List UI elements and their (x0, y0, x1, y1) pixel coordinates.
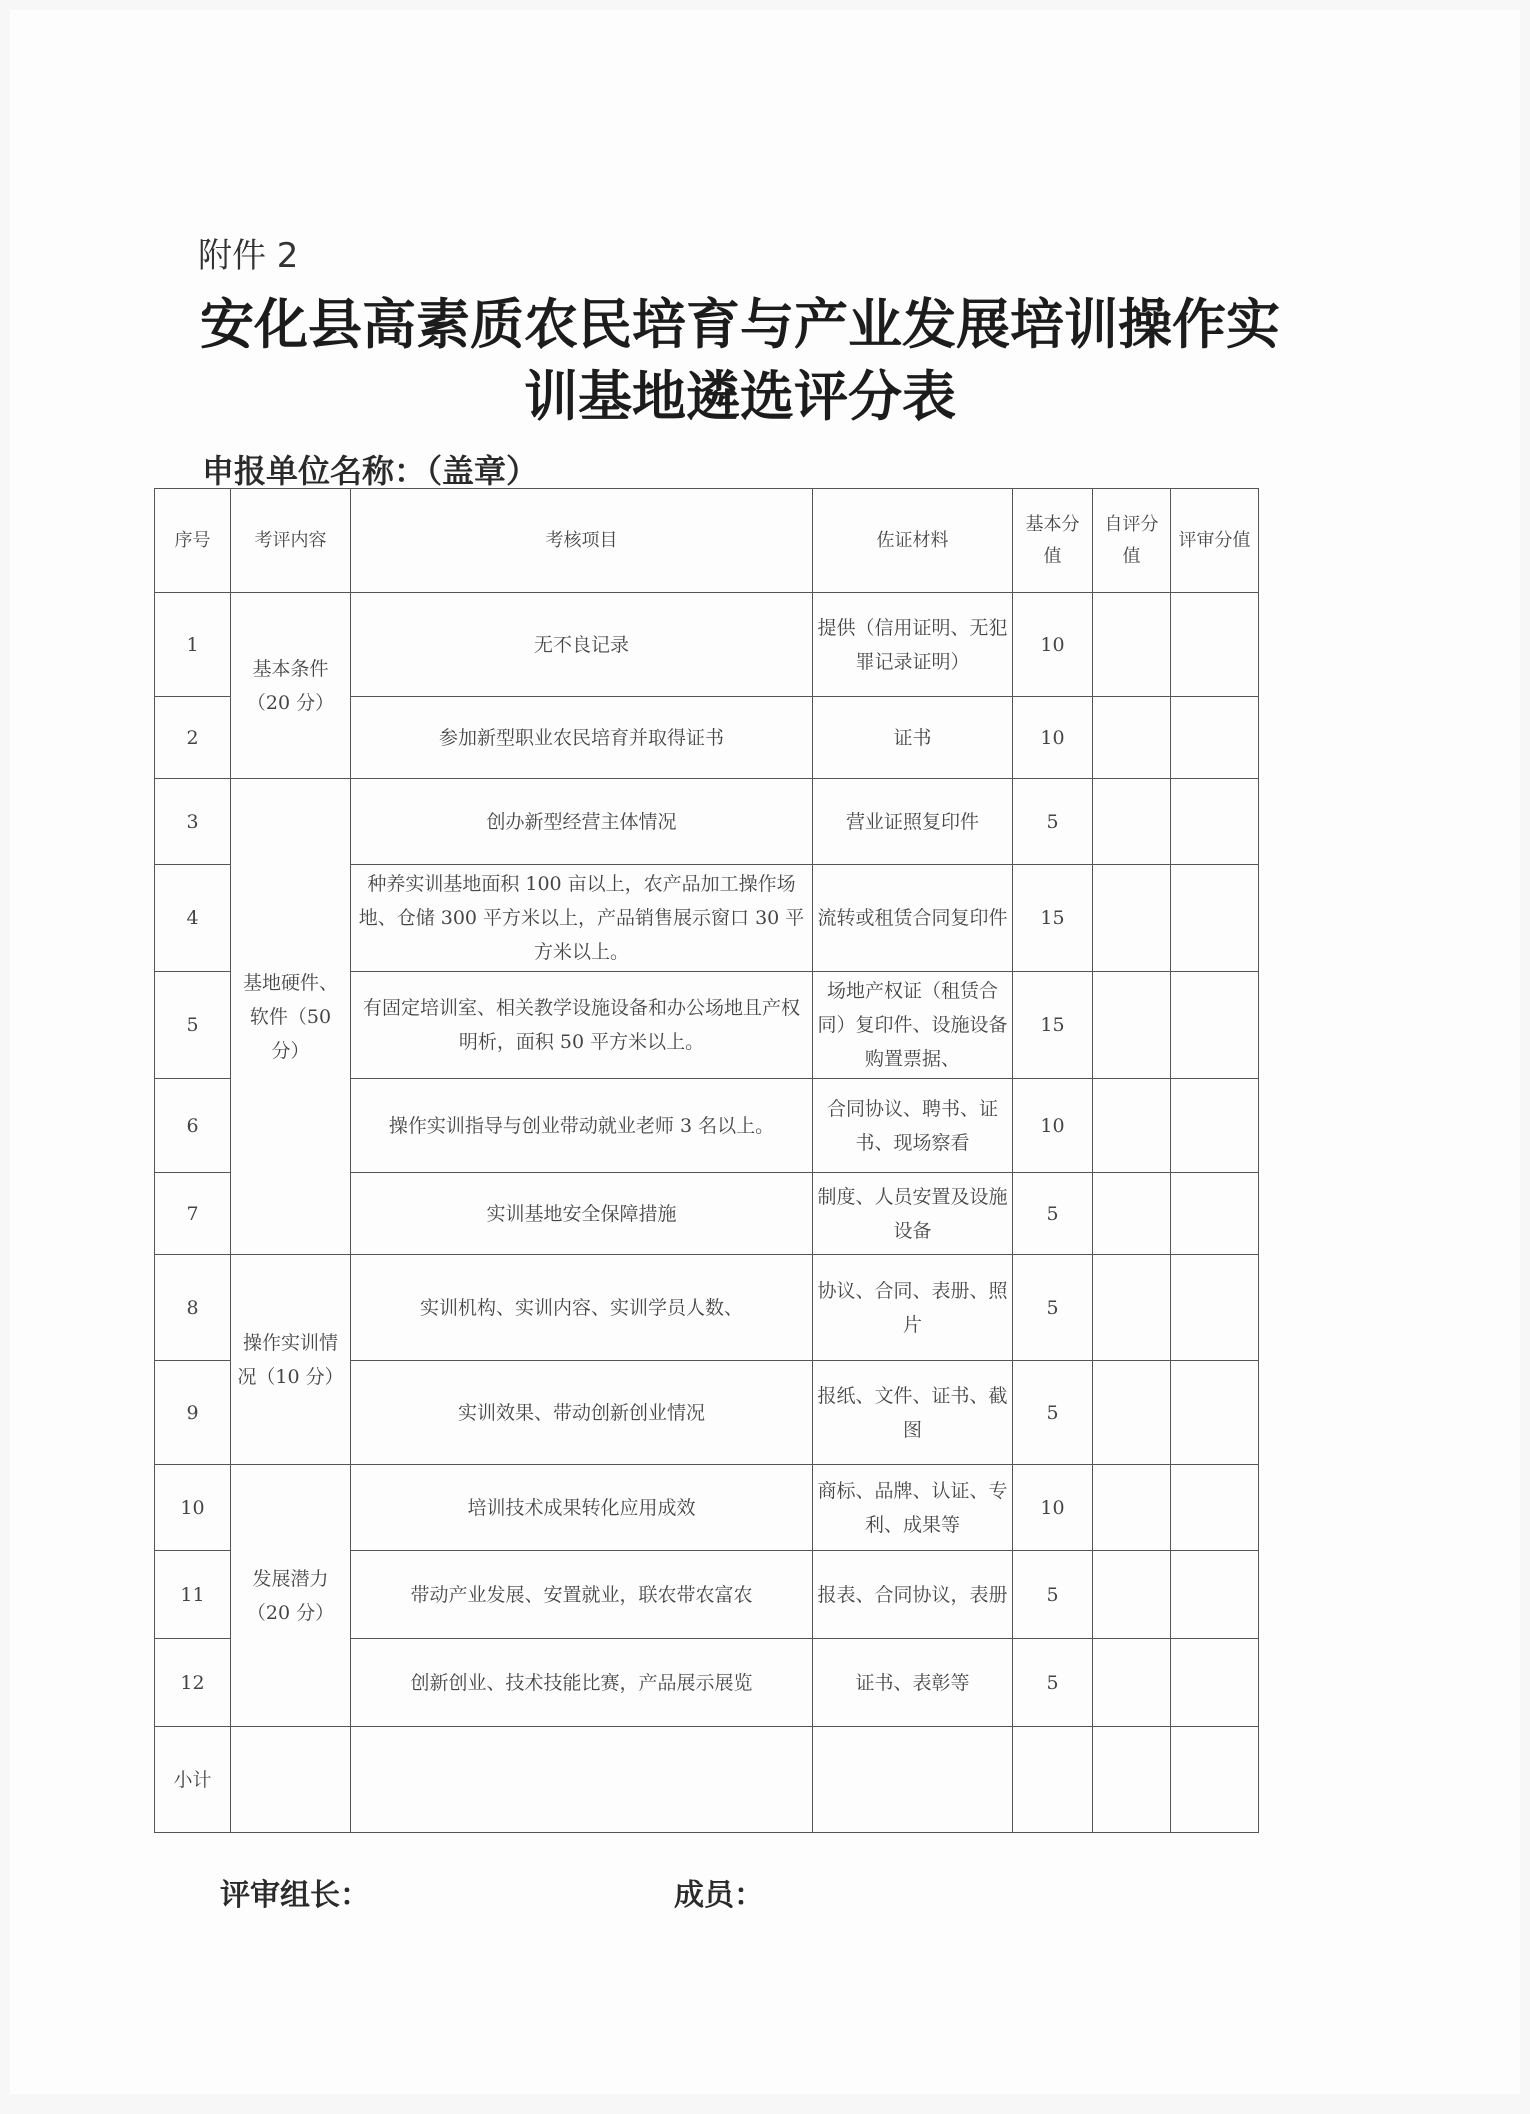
row-self-score (1093, 1361, 1171, 1465)
row-base-score: 5 (1013, 1361, 1093, 1465)
subtotal-self-score (1093, 1727, 1171, 1833)
row-review-score (1171, 779, 1259, 865)
row-self-score (1093, 1551, 1171, 1639)
subtotal-evidence (813, 1727, 1013, 1833)
row-evidence: 营业证照复印件 (813, 779, 1013, 865)
attachment-label: 附件 2 (198, 236, 299, 276)
row-review-score (1171, 865, 1259, 972)
subtotal-item (351, 1727, 813, 1833)
row-self-score (1093, 593, 1171, 697)
review-members-signature-label: 成员： (674, 1878, 764, 1913)
row-item: 种养实训基地面积 100 亩以上，农产品加工操作场地、仓储 300 平方米以上，产品销售展示窗口 30 平方米以上。 (351, 865, 813, 972)
row-no: 5 (155, 972, 231, 1079)
row-no: 3 (155, 779, 231, 865)
row-evidence: 商标、品牌、认证、专利、成果等 (813, 1465, 1013, 1551)
table-row (155, 779, 1259, 865)
header-self-score: 自评分值 (1093, 489, 1171, 593)
row-evidence: 报纸、文件、证书、截图 (813, 1361, 1013, 1465)
table-row (155, 1255, 1259, 1361)
header-base-score: 基本分值 (1013, 489, 1093, 593)
row-no: 11 (155, 1551, 231, 1639)
row-review-score (1171, 697, 1259, 779)
row-self-score (1093, 1255, 1171, 1361)
row-base-score: 15 (1013, 865, 1093, 972)
row-item: 无不良记录 (351, 593, 813, 697)
row-base-score: 5 (1013, 1639, 1093, 1727)
category-cell: 发展潜力（20 分） (231, 1465, 351, 1727)
row-review-score (1171, 972, 1259, 1079)
row-base-score: 5 (1013, 1551, 1093, 1639)
row-item: 培训技术成果转化应用成效 (351, 1465, 813, 1551)
row-self-score (1093, 972, 1171, 1079)
category-cell: 操作实训情况（10 分） (231, 1255, 351, 1465)
row-base-score: 10 (1013, 593, 1093, 697)
row-evidence: 协议、合同、表册、照片 (813, 1255, 1013, 1361)
row-base-score: 10 (1013, 1079, 1093, 1173)
row-self-score (1093, 1173, 1171, 1255)
row-review-score (1171, 1361, 1259, 1465)
header-item: 考核项目 (351, 489, 813, 593)
row-base-score: 15 (1013, 972, 1093, 1079)
subtotal-review-score (1171, 1727, 1259, 1833)
row-review-score (1171, 1255, 1259, 1361)
header-no: 序号 (155, 489, 231, 593)
row-item: 创新创业、技术技能比赛，产品展示展览 (351, 1639, 813, 1727)
row-evidence: 场地产权证（租赁合同）复印件、设施设备购置票据、 (813, 972, 1013, 1079)
row-review-score (1171, 593, 1259, 697)
category-cell: 基地硬件、软件（50 分） (231, 779, 351, 1255)
scoring-table (154, 488, 1259, 1833)
row-review-score (1171, 1173, 1259, 1255)
row-no: 9 (155, 1361, 231, 1465)
row-evidence: 合同协议、聘书、证书、现场察看 (813, 1079, 1013, 1173)
row-item: 实训效果、带动创新创业情况 (351, 1361, 813, 1465)
document-page (10, 10, 1520, 2094)
review-leader-signature-label: 评审组长： (220, 1878, 370, 1913)
row-evidence: 提供（信用证明、无犯罪记录证明） (813, 593, 1013, 697)
row-base-score: 5 (1013, 1173, 1093, 1255)
row-no: 4 (155, 865, 231, 972)
row-item: 创办新型经营主体情况 (351, 779, 813, 865)
row-base-score: 5 (1013, 779, 1093, 865)
row-item: 实训基地安全保障措施 (351, 1173, 813, 1255)
title-line-2: 训基地遴选评分表 (524, 364, 956, 428)
subtotal-row (155, 1727, 1259, 1833)
document-title (160, 288, 1320, 432)
row-review-score (1171, 1639, 1259, 1727)
row-self-score (1093, 1639, 1171, 1727)
row-no: 10 (155, 1465, 231, 1551)
row-self-score (1093, 1079, 1171, 1173)
row-self-score (1093, 1465, 1171, 1551)
row-evidence: 制度、人员安置及设施设备 (813, 1173, 1013, 1255)
row-no: 6 (155, 1079, 231, 1173)
row-self-score (1093, 779, 1171, 865)
row-no: 12 (155, 1639, 231, 1727)
row-self-score (1093, 697, 1171, 779)
row-no: 8 (155, 1255, 231, 1361)
subtotal-category (231, 1727, 351, 1833)
row-no: 1 (155, 593, 231, 697)
subtotal-base-score (1013, 1727, 1093, 1833)
header-category: 考评内容 (231, 489, 351, 593)
row-review-score (1171, 1465, 1259, 1551)
row-base-score: 10 (1013, 697, 1093, 779)
table-header-row (155, 489, 1259, 593)
header-review-score: 评审分值 (1171, 489, 1259, 593)
row-base-score: 5 (1013, 1255, 1093, 1361)
row-evidence: 证书 (813, 697, 1013, 779)
row-review-score (1171, 1079, 1259, 1173)
header-evidence: 佐证材料 (813, 489, 1013, 593)
row-no: 7 (155, 1173, 231, 1255)
row-item: 参加新型职业农民培育并取得证书 (351, 697, 813, 779)
row-evidence: 报表、合同协议，表册 (813, 1551, 1013, 1639)
row-base-score: 10 (1013, 1465, 1093, 1551)
row-item: 带动产业发展、安置就业，联农带农富农 (351, 1551, 813, 1639)
row-item: 操作实训指导与创业带动就业老师 3 名以上。 (351, 1079, 813, 1173)
row-review-score (1171, 1551, 1259, 1639)
row-item: 有固定培训室、相关教学设施设备和办公场地且产权明析，面积 50 平方米以上。 (351, 972, 813, 1079)
table-row (155, 1465, 1259, 1551)
table-row (155, 593, 1259, 697)
row-evidence: 流转或租赁合同复印件 (813, 865, 1013, 972)
row-self-score (1093, 865, 1171, 972)
row-no: 2 (155, 697, 231, 779)
title-line-1: 安化县高素质农民培育与产业发展培训操作实 (200, 292, 1280, 356)
row-evidence: 证书、表彰等 (813, 1639, 1013, 1727)
subtotal-label: 小计 (155, 1727, 231, 1833)
row-item: 实训机构、实训内容、实训学员人数、 (351, 1255, 813, 1361)
category-cell: 基本条件（20 分） (231, 593, 351, 779)
applicant-field-label: 申报单位名称：（盖章） (202, 452, 539, 490)
